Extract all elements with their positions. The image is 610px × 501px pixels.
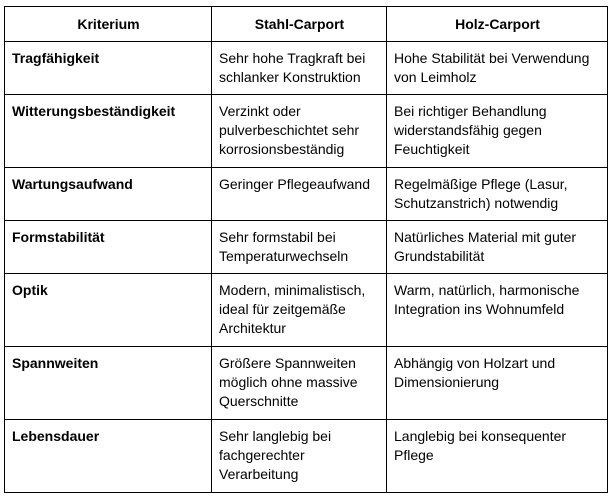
table-row (5, 274, 608, 347)
table-row (5, 347, 608, 420)
comparison-table (4, 6, 608, 493)
steel-cell: Verzinkt oder pulverbeschichtet sehr korrosionsbeständig (212, 95, 387, 168)
wood-cell: Bei richtiger Behandlung widerstandsfähig gegen Feuchtigkeit (387, 95, 608, 168)
criterion-cell: Formstabilität (5, 221, 212, 274)
steel-cell: Modern, minimalistisch, ideal für zeitgemäße Architektur (212, 274, 387, 347)
table-row (5, 221, 608, 274)
wood-cell: Hohe Stabilität bei Verwendung von Leimholz (387, 42, 608, 95)
steel-cell: Geringer Pflegeaufwand (212, 168, 387, 221)
steel-cell: Sehr formstabil bei Temperaturwechseln (212, 221, 387, 274)
wood-cell: Regelmäßige Pflege (Lasur, Schutzanstrich) notwendig (387, 168, 608, 221)
wood-cell: Natürliches Material mit guter Grundstabilität (387, 221, 608, 274)
header-row (5, 7, 608, 42)
table-row (5, 168, 608, 221)
steel-cell: Sehr hohe Tragkraft bei schlanker Konstruktion (212, 42, 387, 95)
wood-cell: Abhängig von Holzart und Dimensionierung (387, 347, 608, 420)
wood-cell: Warm, natürlich, harmonische Integration ins Wohnumfeld (387, 274, 608, 347)
header-wood-carport: Holz-Carport (387, 7, 608, 42)
wood-cell: Langlebig bei konsequenter Pflege (387, 420, 608, 493)
criterion-cell: Witterungsbeständigkeit (5, 95, 212, 168)
table-row (5, 95, 608, 168)
header-steel-carport: Stahl-Carport (212, 7, 387, 42)
table-row (5, 42, 608, 95)
criterion-cell: Spannweiten (5, 347, 212, 420)
table-row (5, 420, 608, 493)
steel-cell: Sehr langlebig bei fachgerechter Verarbeitung (212, 420, 387, 493)
criterion-cell: Wartungsaufwand (5, 168, 212, 221)
criterion-cell: Lebensdauer (5, 420, 212, 493)
criterion-cell: Tragfähigkeit (5, 42, 212, 95)
header-criterion: Kriterium (5, 7, 212, 42)
steel-cell: Größere Spannweiten möglich ohne massive Querschnitte (212, 347, 387, 420)
criterion-cell: Optik (5, 274, 212, 347)
